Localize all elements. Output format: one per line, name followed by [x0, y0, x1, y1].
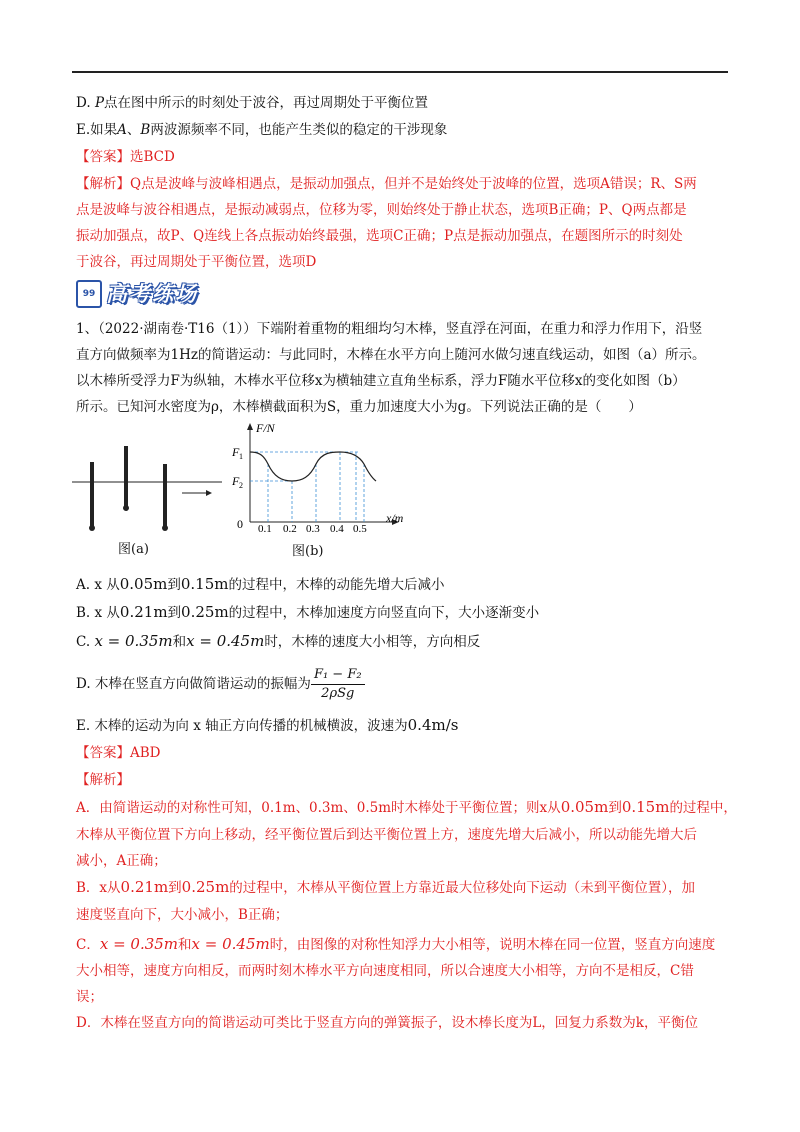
prev-analysis-line-1: 【解析】Q点是波峰与波峰相遇点，是振动加强点，但并不是始终处于波峰的位置，选项A错误；R、S两: [76, 176, 697, 192]
analysis-b-line-2: 速度竖直向下，大小减小，B正确；: [76, 907, 289, 923]
f1-label: F: [232, 445, 240, 459]
figure-b-caption: 图(b): [292, 544, 324, 559]
section-title: 高考练场: [106, 282, 198, 306]
answer: 【答案】ABD: [76, 745, 161, 761]
stick-1-weight: [89, 525, 95, 531]
option-d-prev: D. P点在图中所示的时刻处于波谷，再过周期处于平衡位置: [76, 95, 429, 111]
calendar-icon: 99: [76, 280, 102, 308]
x-tick-0.2: 0.2: [283, 523, 297, 534]
force-curve: [250, 452, 376, 481]
top-rule: [72, 71, 728, 73]
question-line-1: 1、（2022·湖南卷·T16（1））下端附着重物的粗细均匀木棒，竖直浮在河面，在重力和浮力作用下，沿竖: [76, 321, 703, 337]
y-axis-label: F/N: [256, 422, 275, 435]
prev-analysis-line-3: 振动加强点，故P、Q连线上各点振动始终最强，选项C正确；P点是振动加强点，在题图所示的时刻处: [76, 228, 683, 244]
analysis-c-line-3: 误；: [76, 989, 103, 1005]
f2-label: F: [232, 474, 240, 488]
figure-b: [228, 422, 418, 534]
analysis-c-line-2: 大小相等，速度方向相反，而两时刻木棒水平方向速度相同，所以合速度大小相等，方向不是相反，C错: [76, 963, 694, 979]
f1-sub: 1: [239, 452, 243, 461]
prev-answer: 【答案】选BCD: [76, 149, 175, 165]
figure-a-caption: 图(a): [118, 542, 149, 557]
stick-2-weight: [123, 505, 129, 511]
arrow-head-icon: [206, 490, 212, 496]
option-a: A. x 从0.05m到0.15m的过程中，木棒的动能先增大后减小: [76, 575, 445, 593]
prev-analysis-line-4: 于波谷，再过周期处于平衡位置，选项D: [76, 254, 317, 270]
stick-3-weight: [162, 525, 168, 531]
x-tick-0.3: 0.3: [306, 523, 320, 534]
option-d: D. 木棒在竖直方向做简谐运动的振幅为 $\frac{\text{F₁ − F₂}}{\text{2ρSg}}$: [76, 666, 365, 703]
analysis-a-line-2: 木棒从平衡位置下方向上移动，经平衡位置后到达平衡位置上方，速度先增大后减小，所以动能先增大后: [76, 827, 697, 843]
f2-sub: 2: [239, 481, 243, 490]
section-banner: [76, 278, 206, 308]
analysis-head: 【解析】: [76, 772, 130, 788]
y-axis-arrow-icon: [247, 423, 253, 430]
option-c: C. x = 0.35m和x = 0.45m时，木棒的速度大小相等，方向相反: [76, 632, 481, 650]
option-e-prev: E.如果A、B两波源频率不同，也能产生类似的稳定的干涉现象: [76, 122, 448, 138]
analysis-a-line-1: A．由简谐运动的对称性可知，0.1m、0.3m、0.5m时木棒处于平衡位置；则x从0.05m到0.15m的过程中，: [76, 798, 737, 816]
x-tick-0.5: 0.5: [353, 523, 367, 534]
prev-analysis-line-2: 点是波峰与波谷相遇点，是振动减弱点，位移为零，则始终处于静止状态，选项B正确；P、Q两点都是: [76, 202, 687, 218]
analysis-b-line-1: B．x从0.21m到0.25m的过程中，木棒从平衡位置上方靠近最大位移处向下运动（未到平衡位置），加: [76, 878, 696, 896]
option-b: B. x 从0.21m到0.25m的过程中，木棒加速度方向竖直向下，大小逐渐变小: [76, 603, 540, 621]
figure-a: [72, 440, 222, 540]
analysis-a-line-3: 减小，A正确；: [76, 853, 167, 869]
x-axis-label: x/m: [386, 511, 404, 525]
question-line-3: 以木棒所受浮力F为纵轴，木棒水平位移x为横轴建立直角坐标系，浮力F随水平位移x的变化如图（b）: [76, 373, 686, 389]
x-tick-0.1: 0.1: [258, 523, 272, 534]
question-line-2: 直方向做频率为1Hz的简谐运动：与此同时，木棒在水平方向上随河水做匀速直线运动，如图（a）所示。: [76, 347, 706, 363]
analysis-c-line-1: C．x = 0.35m和x = 0.45m时，由图像的对称性知浮力大小相等，说明木棒在同一位置，竖直方向速度: [76, 935, 716, 953]
x-tick-0.4: 0.4: [330, 523, 344, 534]
question-line-4: 所示。已知河水密度为ρ，木棒横截面积为S，重力加速度大小为g。下列说法正确的是（ ）: [76, 399, 642, 415]
analysis-d-line-1: D．木棒在竖直方向的简谐运动可类比于竖直方向的弹簧振子，设木棒长度为L，回复力系数为k，平衡位: [76, 1015, 698, 1031]
origin-label: 0: [237, 517, 243, 531]
amplitude-fraction: $\frac{\text{F₁ − F₂}}{\text{2ρSg}}$: [311, 666, 365, 703]
option-e: E. 木棒的运动为向 x 轴正方向传播的机械横波，波速为0.4m/s: [76, 716, 459, 734]
